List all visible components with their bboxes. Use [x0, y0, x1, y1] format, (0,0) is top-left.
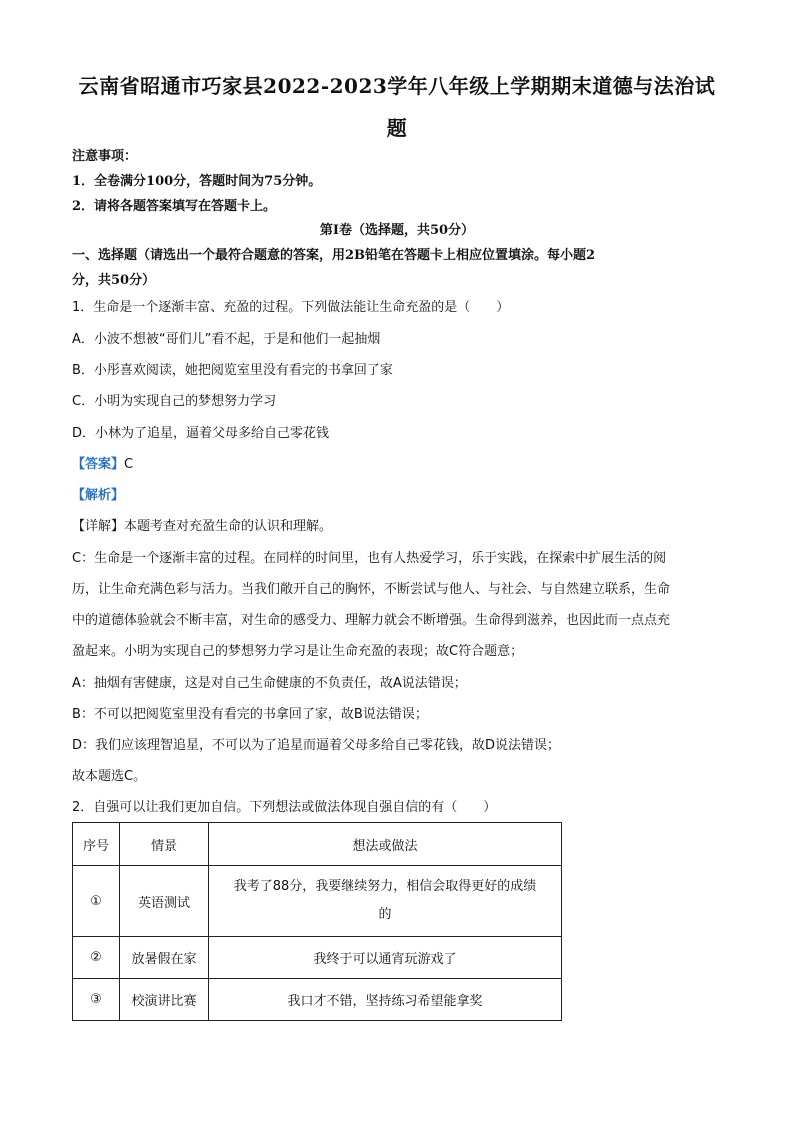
table-header-cell: 序号 [73, 823, 120, 866]
q1-detail [72, 518, 332, 536]
q1-analysis [72, 487, 124, 505]
q1-explanation-line: 历，让生命充满色彩与活力。当我们敞开自己的胸怀，不断尝试与他人、与社会、与自然建立联系，生命 [72, 582, 671, 597]
q1-explanation-line: 中的道德体验就会不断丰富，对生命的感受力、理解力就会不断增强。生命得到滋养，也因此而一点点充 [72, 613, 671, 628]
table-cell-line: 我考了88分，我要继续努力，相信会取得更好的成绩 [233, 879, 537, 894]
q2-stem: 2．自强可以让我们更加自信。下列想法或做法体现自强自信的有（ ） [72, 800, 497, 815]
table-cell-line: 的 [378, 907, 392, 922]
answer-tag: 【答案】 [72, 457, 125, 472]
part-title: 第Ⅰ卷（选择题，共50分） [319, 223, 475, 238]
table-cell [209, 866, 562, 937]
q2-table [72, 822, 562, 1021]
notice-item-2: 2．请将各题答案填写在答题卡上。 [72, 199, 277, 214]
table-row [73, 979, 562, 1021]
q1-option-c: C．小明为实现自己的梦想努力学习 [72, 394, 277, 409]
table-cell: ② [73, 937, 120, 979]
q1-explanation-line: A：抽烟有害健康，这是对自己生命健康的不负责任，故A说法错误； [72, 676, 467, 691]
table-cell: ③ [73, 979, 120, 1021]
q1-explanation-line: C：生命是一个逐渐丰富的过程。在同样的时间里，也有人热爱学习，乐于实践，在探索中扩展生活的阅 [72, 551, 667, 566]
q1-explanation-line: 盈起来。小明为实现自己的梦想努力学习是让生命充盈的表现；故C符合题意； [72, 644, 524, 659]
q1-stem: 1．生命是一个逐渐丰富、充盈的过程。下列做法能让生命充盈的是（ ） [72, 300, 510, 315]
q1-option-d: D．小林为了追星，逼着父母多给自己零花钱 [72, 426, 330, 441]
document-title-line2: 题 [386, 116, 408, 140]
q1-answer [72, 456, 133, 474]
table-header-cell: 想法或做法 [209, 823, 562, 866]
section-heading-line2: 分，共50分） [72, 273, 156, 288]
table-header-row [73, 823, 562, 866]
table-cell: ① [73, 866, 120, 937]
table-cell: 校演讲比赛 [120, 979, 209, 1021]
table-cell: 我口才不错，坚持练习希望能拿奖 [209, 979, 562, 1021]
answer-value: C [124, 457, 134, 472]
table-header-cell: 情景 [120, 823, 209, 866]
section-heading-line1: 一、选择题（请选出一个最符合题意的答案，用2B铅笔在答题卡上相应位置填涂。每小题2 [72, 248, 596, 263]
table-row [73, 937, 562, 979]
notice-item-1: 1．全卷满分100分，答题时间为75分钟。 [72, 174, 322, 189]
table-cell: 放暑假在家 [120, 937, 209, 979]
document-title-line1: 云南省昭通市巧家县2022-2023学年八年级上学期期末道德与法治试 [78, 74, 716, 98]
analysis-tag: 【解析】 [72, 488, 125, 503]
q1-explanation-line: D：我们应该理智追星，不可以为了追星而逼着父母多给自己零花钱，故D说法错误； [72, 738, 561, 753]
table-row [73, 866, 562, 937]
detail-tag: 【详解】 [72, 519, 125, 534]
notice-heading: 注意事项： [72, 149, 138, 164]
q1-explanation-line: 故本题选C。 [72, 769, 147, 784]
q1-option-b: B．小彤喜欢阅读，她把阅览室里没有看完的书拿回了家 [72, 363, 393, 378]
q1-explanation-line: B：不可以把阅览室里没有看完的书拿回了家，故B说法错误； [72, 707, 428, 722]
q1-option-a: A．小波不想被“哥们儿”看不起，于是和他们一起抽烟 [72, 332, 381, 347]
table-cell: 我终于可以通宵玩游戏了 [209, 937, 562, 979]
table-cell: 英语测试 [120, 866, 209, 937]
detail-text: 本题考查对充盈生命的认识和理解。 [124, 519, 333, 534]
